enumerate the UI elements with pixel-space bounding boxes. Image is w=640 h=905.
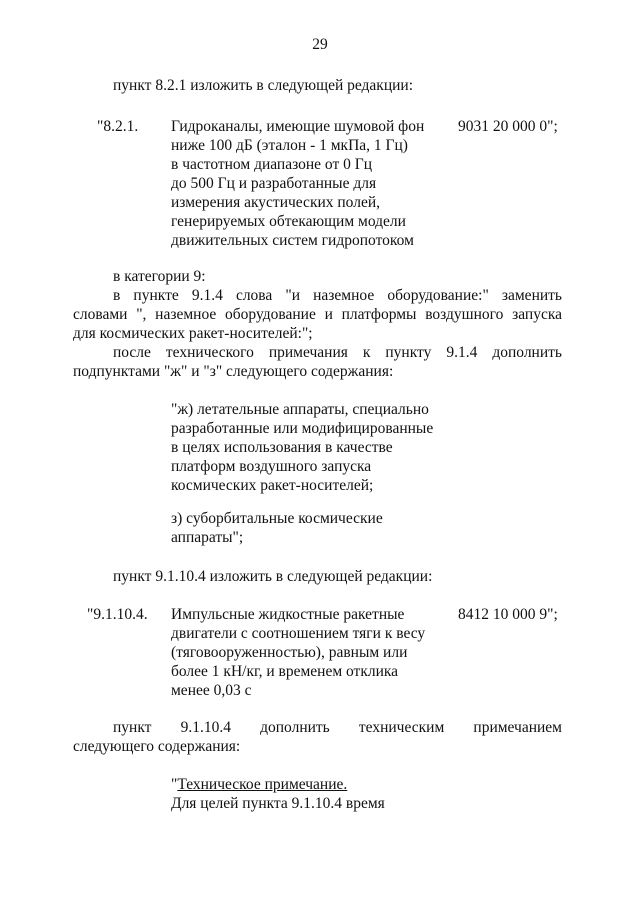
entry-9-1-10-4-code: 8412 10 000 9";: [458, 606, 558, 623]
subitem-line: платформ воздушного запуска: [171, 458, 372, 475]
entry-line: ниже 100 дБ (эталон - 1 мкПа, 1 Гц): [171, 137, 408, 154]
entry-line: измерения акустических полей,: [171, 194, 381, 211]
technical-note-line: Для целей пункта 9.1.10.4 время: [171, 795, 385, 812]
entry-8-2-1-code: 9031 20 000 0";: [458, 118, 558, 135]
entry-line: более 1 кН/кг, и временем отклика: [171, 663, 399, 680]
entry-line: движительных систем гидропотоком: [171, 232, 414, 249]
entry-8-2-1-number: "8.2.1.: [97, 118, 139, 135]
subitem-zh: [171, 400, 433, 495]
entry-8-2-1-text: [171, 117, 461, 250]
entry-9-1-10-4-text: [171, 605, 456, 700]
paragraph-9-1-4-line: словами ", наземное оборудование и платформы воздушного запуска: [73, 306, 562, 323]
entry-line: Гидроканалы, имеющие шумовой фон: [171, 118, 425, 135]
entry-line: (тяговооруженностью), равным или: [171, 644, 408, 661]
page-number: 29: [312, 36, 328, 53]
technical-note-title: [171, 775, 347, 794]
entry-9-1-10-4-number: "9.1.10.4.: [87, 606, 148, 623]
entry-line: Импульсные жидкостные ракетные: [171, 606, 405, 623]
category-9-heading: в категории 9:: [113, 268, 206, 285]
paragraph-note-intro-line: пункт 9.1.10.4 дополнить техническим примечанием: [113, 719, 562, 736]
subitem-line: з) суборбитальные космические: [171, 510, 383, 527]
entry-line: менее 0,03 с: [171, 682, 252, 699]
paragraph-note-intro-line: следующего содержания:: [73, 738, 241, 755]
paragraph-8-2-1-intro: пункт 8.2.1 изложить в следующей редакции:: [113, 77, 414, 94]
entry-line: до 500 Гц и разработанные для: [171, 175, 377, 192]
entry-line: генерируемых обтекающим модели: [171, 213, 406, 230]
subitem-line: в целях использования в качестве: [171, 439, 393, 456]
paragraph-9-1-10-4-intro: пункт 9.1.10.4 изложить в следующей редакции:: [113, 568, 433, 585]
subitem-line: аппараты";: [171, 529, 244, 546]
entry-line: в частотном диапазоне от 0 Гц: [171, 156, 373, 173]
paragraph-9-1-4-line: для космических ракет-носителей:";: [73, 325, 313, 342]
paragraph-9-1-4-line: в пункте 9.1.4 слова "и наземное оборудование:" заменить: [113, 287, 562, 304]
subitem-line: космических ракет-носителей;: [171, 477, 374, 494]
subitem-line: "ж) летательные аппараты, специально: [171, 401, 429, 418]
technical-note-title-text: Техническое примечание.: [177, 776, 348, 793]
paragraph-supplement-line: после технического примечания к пункту 9.1.4 дополнить: [113, 344, 562, 361]
subitem-line: разработанные или модифицированные: [171, 420, 434, 437]
quote-mark: ": [171, 776, 178, 793]
paragraph-supplement-line: подпунктами "ж" и "з" следующего содержания:: [73, 363, 394, 380]
entry-line: двигатели с соотношением тяги к весу: [171, 625, 426, 642]
subitem-z: [171, 509, 383, 547]
